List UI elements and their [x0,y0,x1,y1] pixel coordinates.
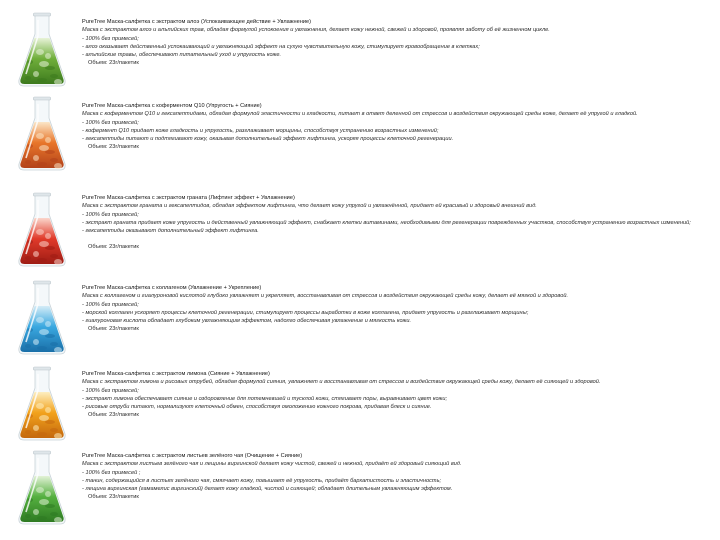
product-bullet: - 100% без примесей; [82,301,139,308]
product-title: PureTree Маска-салфетка с экстрактом граната (Лифтинг эффект + Увлажнение) [82,195,295,201]
product-description: Маска с экстрактом лимона и рисовых отрубей, обладая формулой сияния, увлажняет и восстанавливая от стрессов и воздействия окружающей среды кожу, делает её сияющей и здоровой. [82,379,601,386]
pomegranate-flask-icon [16,192,68,268]
product-bullet: - 100% без примесей ; [82,469,141,476]
product-volume: Объем: 23г/пакетик [88,494,139,501]
lemon-flask-icon [16,366,68,442]
product-bullet: - гиалуроновая кислота обладает глубоким увлажняющим эффектом, надолго обеспечивая увлажнение и мягкость кожи. [82,318,412,325]
product-bullet: - рисовые отруби питают, нормализуют клеточный обмен, способствуя омоложению кожного покрова, придавая блеск и сияние. [82,404,432,411]
product-bullet: - гексапептиды питают и подтягивают кожу, оказывая дополнительный эффект лифтинга, ускоряя процессы клеточной регенерации. [82,136,454,143]
product-description: Маска с коллагеном и гиалуроновой кислотой глубоко увлажняет и укрепляет, восстанавливая от стрессов и воздействия окружающей среды кожу, делает её мягкой и здоровой. [82,293,569,300]
product-description: Маска с коферментом Q10 и гексапептидами, обладая формулой эластичности и гладкости, питает в ответ деленной от стрессов и воздействия окружающей среды коже, делает её упругой и гладкой. [82,111,638,118]
product-bullet: - танин, содержащийся в листьях зелёного чая, смягчает кожу, повышает её упругость, придаёт бархатистость и эластичность; [82,477,442,484]
product-volume: Объем: 23г/пакетик [88,244,139,251]
product-bullet: - морской коллаген ускоряет процессы клеточной регенерации, стимулирует процессы выработки в коже коллагена, придает упругость и разглаживает морщины; [82,309,529,316]
green-tea-flask-icon [16,450,68,526]
product-title: PureTree Маска-салфетка с экстрактом листьев зелёного чая (Очищение + Сияние) [82,453,303,459]
product-bullet: - 100% без примесей; [82,35,139,42]
product-title: PureTree Маска-салфетка с экстрактом алоэ (Успокаивающее действие + Увлажнение) [82,19,312,25]
collagen-flask-icon [16,280,68,356]
aloe-flask-icon [16,12,68,88]
product-title: PureTree Маска-салфетка с коллагеном (Увлажнение + Укрепление) [82,285,262,291]
product-bullet: - кофермент Q10 придает коже гладкость и упругость, разглаживает морщины, способствуя устранению возрастных изменений; [82,127,439,134]
product-volume: Объем: 23г/пакетик [88,60,139,67]
product-bullet: - 100% без примесей; [82,387,139,394]
product-bullet: - гексапептиды оказывают дополнительный эффект лифтинга. [82,228,259,235]
product-volume: Объем: 23г/пакетик [88,144,139,151]
product-description: Маска с экстрактом листьев зелёного чая и лещины виргинской делает кожу чистой, свежей и нежной, придаёт ей здоровый сияющий вид. [82,461,462,468]
product-volume: Объем: 23г/пакетик [88,412,139,419]
product-description: Маска с экстрактом алоэ и алъпийских трав, обладая формулой успокоения и увлажнения, делает кожу нежной, свежей и здоровой, проявляя заботу об её жизненном цикле. [82,27,550,34]
product-bullet: - лещина виргинская (гамамелис виргинский) делает кожу гладкой, чистой и сияющей; обладает длительным увлажняющим эффектом. [82,486,453,493]
coenzyme-flask-icon [16,96,68,172]
product-volume: Объем: 23г/пакетик [88,326,139,333]
product-title: PureTree Маска-салфетка с коферментом Q10 (Упругость + Сияние) [82,103,262,109]
product-bullet: - экстракт лимона обеспечивает сияние и оздоровление для потемневшей и тусклой кожи, стягивает поры, выравнивает цвет кожи; [82,395,448,402]
product-description: Маска с экстрактом граната и гексапептидов, обладая эффектом лифтинга, что делает кожу упругой и увлажнённой, придает ей красивый и здоровый внешний вид. [82,203,537,210]
product-title: PureTree Маска-салфетка с экстрактом лимона (Сияние + Увлажнение) [82,371,270,377]
product-bullet: - экстракт граната придает коже упругость и действенный увлажняющий эффект, снабжает клетки витаминами, необходимыми для регенерации поврежденных участков, способствуя устранению возрастных изменений; [82,219,691,226]
product-bullet: - 100% без примесей; [82,119,139,126]
product-bullet: - алоэ оказывает действенный успокаивающий и увлажняющий эффект на сухую чувствительную кожу, стимулирует кровообращение в клетках; [82,43,480,50]
product-bullet: - алъпийские травы, обеспечивают питательный уход и упругость коже. [82,52,282,59]
product-bullet: - 100% без примесей; [82,211,139,218]
